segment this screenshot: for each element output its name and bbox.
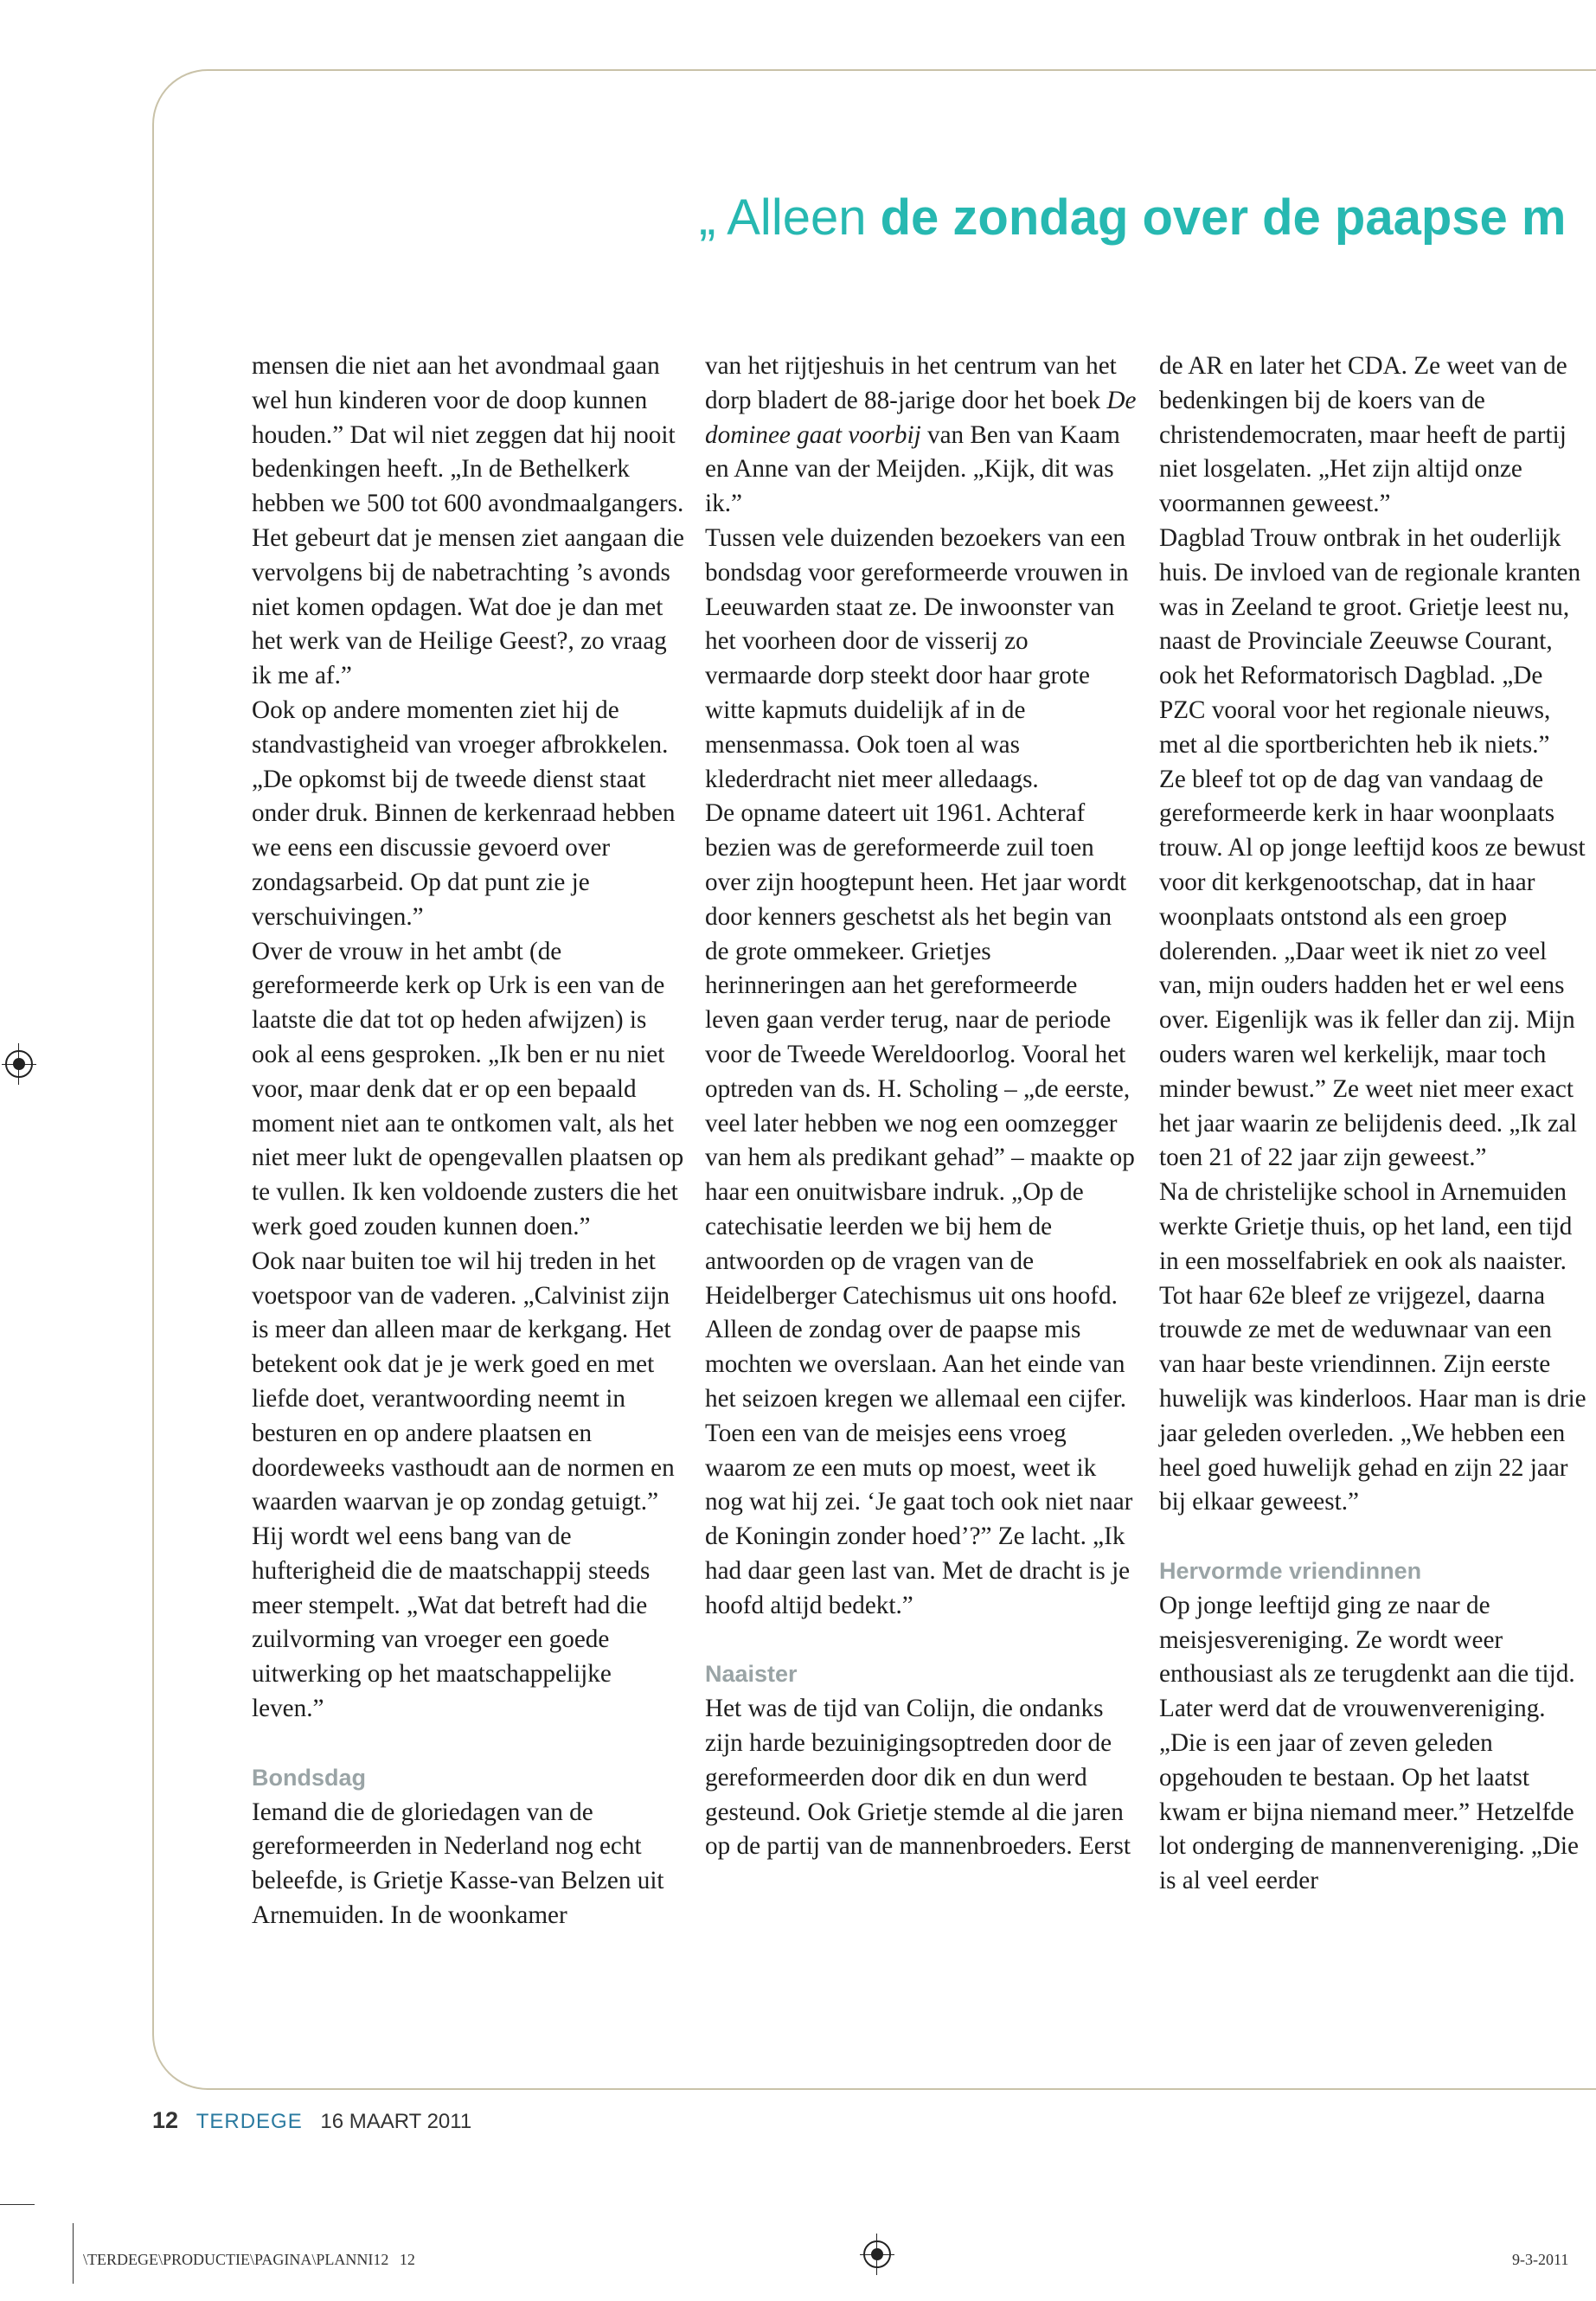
registration-mark-icon [5, 1050, 33, 1078]
subheading-hervormde-vriendinnen: Hervormde vriendinnen [1159, 1558, 1422, 1585]
crop-mark [0, 2204, 35, 2205]
pull-quote-mark: „ [699, 189, 716, 246]
paragraph: De opname dateert uit 1961. Achteraf bezien was de gereformeerde zuil toen over zijn hoogtepunt heen. Het jaar wordt door kenners geschetst als het begin van de grote ommekeer. Grietjes herinneringen aan het gereformeerde leven gaan verder terug, naar de periode voor de Tweede Wereldoorlog. Vooral het optreden van ds. H. Scholing – „de eerste, veel later hebben we nog een oomzegger van hem als predikant gehad” – maakte op haar een onuitwisbare indruk. „Op de catechisatie leerden we bij hem de antwoorden op de vragen van de Heidelberger Catechismus uit ons hoofd. Alleen de zondag over de paapse mis mochten we overslaan. Aan het einde van het seizoen kregen we allemaal een cijfer. Toen een van de meisjes eens vroeg waarom ze een muts op moest, weet ik nog wat hij zei. ‘Je gaat toch ook niet naar de Koningin zonder hoed’?” Ze lacht. „Ik had daar geen last van. Met de dracht is je hoofd altijd bedekt.” [705, 799, 1135, 1619]
slug-path: \TERDEGE\PRODUCTIE\PAGINA\PLANNI12 [83, 2251, 389, 2268]
paragraph: Over de vrouw in het ambt (de gereformeerde kerk op Urk is een van de laatste die dat tot op heden afwijzen) is ook al eens gesproken. „Ik ben er nu niet voor, maar denk dat er op een bepaald moment niet aan te ontkomen valt, als het niet meer lukt de opengevallen plaatsen op te vullen. Ik ken voldoende zusters die het werk goed zouden kunnen doen.” [252, 937, 684, 1240]
crop-mark [73, 2223, 74, 2284]
registration-line [18, 1043, 19, 1085]
paragraph: Tussen vele duizenden bezoekers van een bondsdag voor gereformeerde vrouwen in Leeuwarden staat ze. De inwoonster van het voorheen door de visserij zo vermaarde dorp steekt door haar grote witte kapmuts duidelijk af in de mensenmassa. Ook toen al was klederdracht niet meer alledaags. [705, 523, 1129, 793]
paragraph: Op jonge leeftijd ging ze naar de meisjesvereniging. Ze wordt weer enthousiast als ze terugdenkt aan die tijd. Later werd dat de vrouwenvereniging. „Die is een jaar of zeven geleden opgehouden te bestaan. Op het laatst kwam er bijna niemand meer.” Hetzelfde lot onderging de mannenvereniging. „Die is al veel eerder [1159, 1591, 1579, 1895]
print-slug [83, 2251, 415, 2269]
article-column-2 [705, 349, 1138, 1864]
book-title: De dominee gaat voorbij [705, 386, 1137, 449]
magazine-name: TERDEGE [195, 2110, 303, 2133]
paragraph: Ze bleef tot op de dag van vandaag de gereformeerde kerk in haar woonplaats trouw. Al op jonge leeftijd koos ze bewust voor dit kerkgenootschap, dat in haar woonplaats ontstond als een groep dolerenden. „Daar weet ik niet zo veel van, mijn ouders hadden het er wel eens over. Eigenlijk was ik feller dan zij. Mijn ouders waren wel kerkelijk, maar toch minder bewust.” Ze weet niet meer exact het jaar waarin ze belijdenis deed. „Ik zal toen 21 of 22 jaar zijn geweest.” [1159, 765, 1586, 1172]
paragraph: Ook naar buiten toe wil hij treden in het voetspoor van de vaderen. „Calvinist zijn is meer dan alleen maar de kerkgang. Het betekent ook dat je je werk goed en met liefde doet, verantwoording neemt in besturen en op andere plaatsen en doordeweeks vasthoudt aan de normen en waarden waarvan je op zondag getuigt.” [252, 1247, 675, 1516]
paragraph-text: van Ben van Kaam en Anne van der Meijden. „Kijk, dit was ik.” [705, 420, 1120, 518]
article-column-3 [1159, 349, 1592, 1899]
paragraph [705, 349, 1138, 522]
pull-quote-light-text: Alleen [727, 189, 867, 246]
paragraph: Iemand die de gloriedagen van de gereformeerden in Nederland nog echt beleefde, is Grietje Kasse-van Belzen uit Arnemuiden. In de woonkamer [252, 1798, 664, 1930]
registration-line [876, 2234, 877, 2275]
pull-quote-bold-text: de zondag over de paapse m [880, 189, 1567, 246]
print-slug-date: 9-3-2011 [1512, 2251, 1569, 2268]
article-column-1 [252, 349, 684, 1933]
subheading-naaister: Naaister [705, 1661, 798, 1688]
slug-page: 12 [399, 2251, 415, 2268]
registration-mark-icon [863, 2240, 891, 2268]
page-number: 12 [152, 2107, 179, 2133]
page-footer [152, 2107, 471, 2138]
pull-quote [699, 189, 1596, 258]
subheading-bondsdag: Bondsdag [252, 1764, 366, 1791]
paragraph: Na de christelijke school in Arnemuiden werkte Grietje thuis, op het land, een tijd in een mosselfabriek en ook als naaister. Tot haar 62e bleef ze vrijgezel, daarna trouwde ze met de weduwnaar van een van haar beste vriendinnen. Zijn eerste huwelijk was kinderloos. Haar man is drie jaar geleden overleden. „We hebben een heel goed huwelijk gehad en zijn 22 jaar bij elkaar geweest.” [1159, 1178, 1586, 1516]
paragraph: Hij wordt wel eens bang van de hufterigheid die de maatschappij steeds meer stempelt. „Wat dat betreft had die zuilvorming van vroeger een goede uitwerking op het maatschappelijke leven.” [252, 1522, 651, 1723]
issue-date: 16 MAART 2011 [320, 2110, 472, 2133]
paragraph: mensen die niet aan het avondmaal gaan wel hun kinderen voor de doop kunnen houden.” Dat wil niet zeggen dat hij nooit bedenkingen heeft. „In de Bethelkerk hebben we 500 tot 600 avondmaalgangers. Het gebeurt dat je mensen ziet aangaan die vervolgens bij de nabetrachting ’s avonds niet komen opdagen. Wat doe je dan met het werk van de Heilige Geest?, zo vraag ik me af.” [252, 352, 685, 690]
paragraph: Het was de tijd van Colijn, die ondanks zijn harde bezuinigingsoptreden door de gereformeerden door dik en dun werd gesteund. Ook Grietje stemde al die jaren op de partij van de mannenbroeders. Eerst [705, 1695, 1131, 1861]
paragraph: de AR en later het CDA. Ze weet van de bedenkingen bij de koers van de christendemocraten, maar heeft de partij niet losgelaten. „Het zijn altijd onze voormannen geweest.” [1159, 352, 1567, 518]
paragraph: Dagblad Trouw ontbrak in het ouderlijk huis. De invloed van de regionale kranten was in Zeeland te groot. Grietje leest nu, naast de Provinciale Zeeuwse Courant, ook het Reformatorisch Dagblad. „De PZC vooral voor het regionale nieuws, met al die sportberichten heb ik niets.” [1159, 523, 1581, 759]
paragraph: Ook op andere momenten ziet hij de standvastigheid van vroeger afbrokkelen. „De opkomst bij de tweede dienst staat onder druk. Binnen de kerkenraad hebben we eens een discussie gevoerd over zondagsarbeid. Op dat punt zie je verschuivingen.” [252, 695, 676, 931]
paragraph-text: van het rijtjeshuis in het centrum van het dorp bladert de 88-jarige door het boek [705, 352, 1117, 414]
